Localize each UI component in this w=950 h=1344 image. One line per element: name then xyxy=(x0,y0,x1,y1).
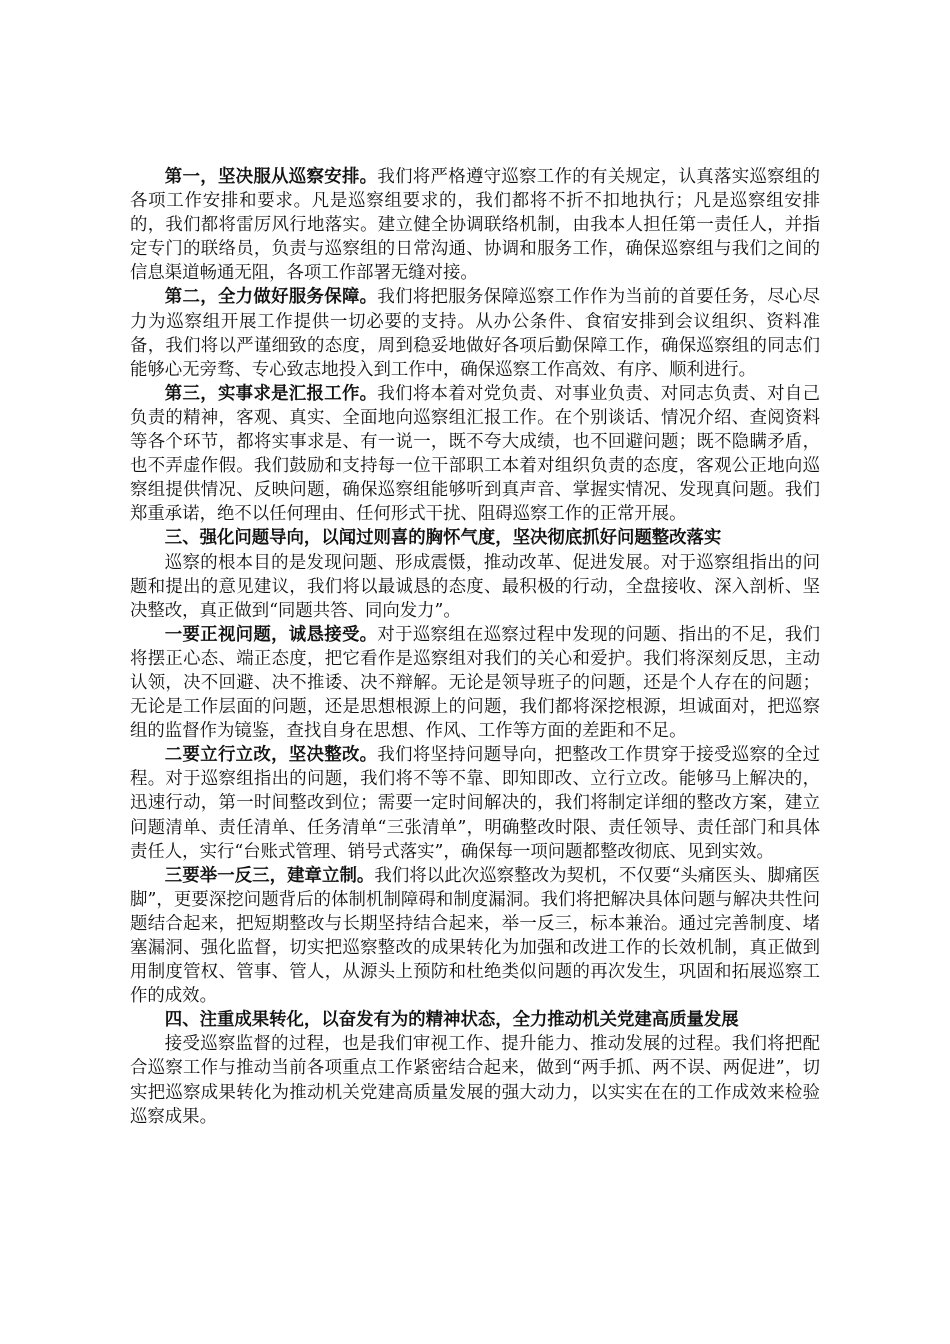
document-body xyxy=(130,165,820,1129)
paragraph-2-text: 我们将把服务保障巡察工作作为当前的首要任务，尽心尽力为巡察组开展工作提供一切必要的支持。从办公条件、食宿安排到会议组织、资料准备，我们将以严谨细致的态度，周到稳妥地做好各项后勤保障工作，确保巡察组的同志们能够心无旁骛、专心致志地投入到工作中，确保巡察工作高效、有序、顺利进行。 xyxy=(130,287,820,380)
paragraph-6-lead: 一要正视问题，诚恳接受。 xyxy=(164,624,378,645)
paragraph-8 xyxy=(130,864,820,1009)
paragraph-1 xyxy=(130,165,820,285)
paragraph-6 xyxy=(130,623,820,743)
paragraph-1-text: 我们将严格遵守巡察工作的有关规定，认真落实巡察组的各项工作安排和要求。凡是巡察组要求的，我们都将不折不扣地执行；凡是巡察组安排的，我们都将雷厉风行地落实。建立健全协调联络机制，由我本人担任第一责任人，并指定专门的联络员，负责与巡察组的日常沟通、协调和服务工作，确保巡察组与我们之间的信息渠道畅通无阻，各项工作部署无缝对接。 xyxy=(130,167,820,284)
paragraph-2 xyxy=(130,285,820,381)
section-heading-4: 四、注重成果转化，以奋发有为的精神状态，全力推动机关党建高质量发展 xyxy=(164,1010,739,1031)
paragraph-7-text: 我们将坚持问题导向，把整改工作贯穿于接受巡察的全过程。对于巡察组指出的问题，我们将不等不靠、即知即改、立行立改。能够马上解决的，迅速行动，第一时间整改到位；需要一定时间解决的，我们将制定详细的整改方案，建立问题清单、责任清单、任务清单“三张清单”，明确整改时限、责任领导、责任部门和具体责任人，实行“台账式管理、销号式落实”，确保每一项问题都整改彻底、见到实效。 xyxy=(130,745,820,862)
section-heading-3: 三、强化问题导向，以闻过则喜的胸怀气度，坚决彻底抓好问题整改落实 xyxy=(164,528,722,549)
paragraph-1-lead: 第一，坚决服从巡察安排。 xyxy=(164,167,378,187)
paragraph-10-text: 接受巡察监督的过程，也是我们审视工作、提升能力、推动发展的过程。我们将把配合巡察工作与推动当前各项重点工作紧密结合起来，做到“两手抓、两不误、两促进”，切实把巡察成果转化为推动机关党建高质量发展的强大动力，以实实在在的工作成效来检验巡察成果。 xyxy=(130,1034,820,1127)
paragraph-2-lead: 第二，全力做好服务保障。 xyxy=(164,287,378,308)
paragraph-8-lead: 三要举一反三，建章立制。 xyxy=(164,865,375,886)
paragraph-8-text: 我们将以此次巡察整改为契机，不仅要“头痛医头、脚痛医脚”，更要深挖问题背后的体制机制障碍和制度漏洞。我们将把解决具体问题与解决共性问题结合起来，把短期整改与长期坚持结合起来，举一反三，标本兼治。通过完善制度、堵塞漏洞、强化监督，切实把巡察整改的成果转化为加强和改进工作的长效机制，真正做到用制度管权、管事、管人，从源头上预防和杜绝类似问题的再次发生，巩固和拓展巡察工作的成效。 xyxy=(130,865,820,1007)
paragraph-5 xyxy=(130,551,820,623)
paragraph-3-lead: 第三，实事求是汇报工作。 xyxy=(164,383,378,404)
paragraph-3-text: 我们将本着对党负责、对事业负责、对同志负责、对自己负责的精神，客观、真实、全面地向巡察组汇报工作。在个别谈话、情况介绍、查阅资料等各个环节，都将实事求是、有一说一，既不夸大成绩，也不回避问题；既不隐瞒矛盾，也不弄虚作假。我们鼓励和支持每一位干部职工本着对组织负责的态度，客观公正地向巡察组提供情况、反映问题，确保巡察组能够听到真声音、掌握实情况、发现真问题。我们郑重承诺，绝不以任何理由、任何形式干扰、阻碍巡察工作的正常开展。 xyxy=(130,383,820,525)
paragraph-7 xyxy=(130,743,820,863)
paragraph-3 xyxy=(130,382,820,527)
paragraph-6-text: 对于巡察组在巡察过程中发现的问题、指出的不足，我们将摆正心态、端正态度，把它看作是巡察组对我们的关心和爱护。我们将深刻反思，主动认领，决不回避、决不推诿、决不辩解。无论是领导班子的问题，还是个人存在的问题；无论是工作层面的问题，还是思想根源上的问题，我们都将深挖根源，坦诚面对，把巡察组的监督作为镜鉴，查找自身在思想、作风、工作等方面的差距和不足。 xyxy=(130,624,820,742)
paragraph-10 xyxy=(130,1032,820,1128)
paragraph-5-text: 巡察的根本目的是发现问题、形成震慑，推动改革、促进发展。对于巡察组指出的问题和提出的意见建议，我们将以最诚恳的态度、最积极的行动，全盘接收、深入剖析、坚决整改，真正做到“同题共答、同向发力”。 xyxy=(130,552,820,621)
paragraph-7-lead: 二要立行立改，坚决整改。 xyxy=(164,745,378,766)
